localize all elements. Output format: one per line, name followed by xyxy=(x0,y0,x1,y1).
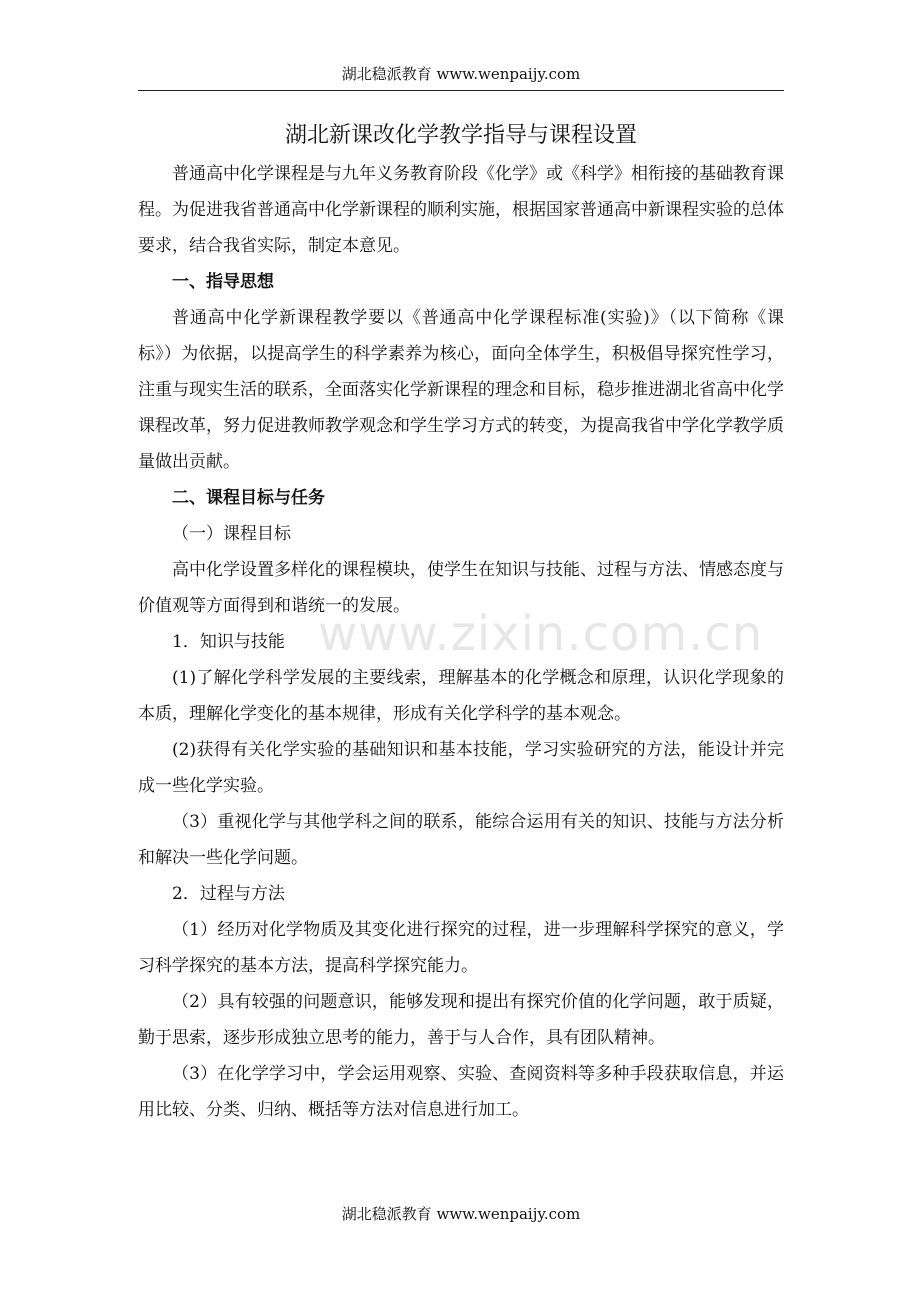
knowledge-skills-heading: 1．知识与技能 xyxy=(172,632,285,652)
subsection-heading-course-goals: （一）课程目标 xyxy=(172,524,291,544)
course-goals-paragraph: 高中化学设置多样化的课程模块，使学生在知识与技能、过程与方法、情感态度与价值观等方面得到和谐统一的发展。 xyxy=(138,560,784,616)
process-item-1: （1）经历对化学物质及其变化进行探究的过程，进一步理解科学探究的意义，学习科学探究的基本方法，提高科学探究能力。 xyxy=(138,920,784,976)
page-footer: 湖北稳派教育 www.wenpaijy.com xyxy=(341,1205,581,1223)
document-body xyxy=(138,116,784,1128)
knowledge-item-1: (1)了解化学科学发展的主要线索，理解基本的化学概念和原理，认识化学现象的本质，理解化学变化的基本规律，形成有关化学科学的基本观念。 xyxy=(138,668,784,724)
document-title: 湖北新课改化学教学指导与课程设置 xyxy=(284,123,637,148)
section-heading-course-goals: 二、课程目标与任务 xyxy=(172,488,325,508)
intro-paragraph: 普通高中化学课程是与九年义务教育阶段《化学》或《科学》相衔接的基础教育课程。为促进我省普通高中化学新课程的顺利实施，根据国家普通高中新课程实验的总体要求，结合我省实际，制定本意见。 xyxy=(138,164,784,256)
page-header: 湖北稳派教育 www.wenpaijy.com xyxy=(138,64,784,91)
section-heading-guiding-ideology: 一、指导思想 xyxy=(172,272,274,292)
process-item-3: （3）在化学学习中，学会运用观察、实验、查阅资料等多种手段获取信息，并运用比较、分类、归纳、概括等方法对信息进行加工。 xyxy=(138,1064,784,1120)
guiding-ideology-paragraph: 普通高中化学新课程教学要以《普通高中化学课程标准(实验)》（以下简称《课标》）为依据，以提高学生的科学素养为核心，面向全体学生，积极倡导探究性学习，注重与现实生活的联系，全面落实化学新课程的理念和目标，稳步推进湖北省高中化学课程改革，努力促进教师教学观念和学生学习方式的转变，为提高我省中学化学教学质量做出贡献。 xyxy=(138,308,784,472)
knowledge-item-2: (2)获得有关化学实验的基础知识和基本技能，学习实验研究的方法，能设计并完成一些化学实验。 xyxy=(138,740,784,796)
process-item-2: （2）具有较强的问题意识，能够发现和提出有探究价值的化学问题，敢于质疑，勤于思索，逐步形成独立思考的能力，善于与人合作，具有团队精神。 xyxy=(138,992,784,1048)
knowledge-item-3: （3）重视化学与其他学科之间的联系，能综合运用有关的知识、技能与方法分析和解决一些化学问题。 xyxy=(138,812,784,868)
watermark-text: www.zixin.com.cn xyxy=(318,606,764,662)
process-methods-heading: 2．过程与方法 xyxy=(172,884,285,904)
